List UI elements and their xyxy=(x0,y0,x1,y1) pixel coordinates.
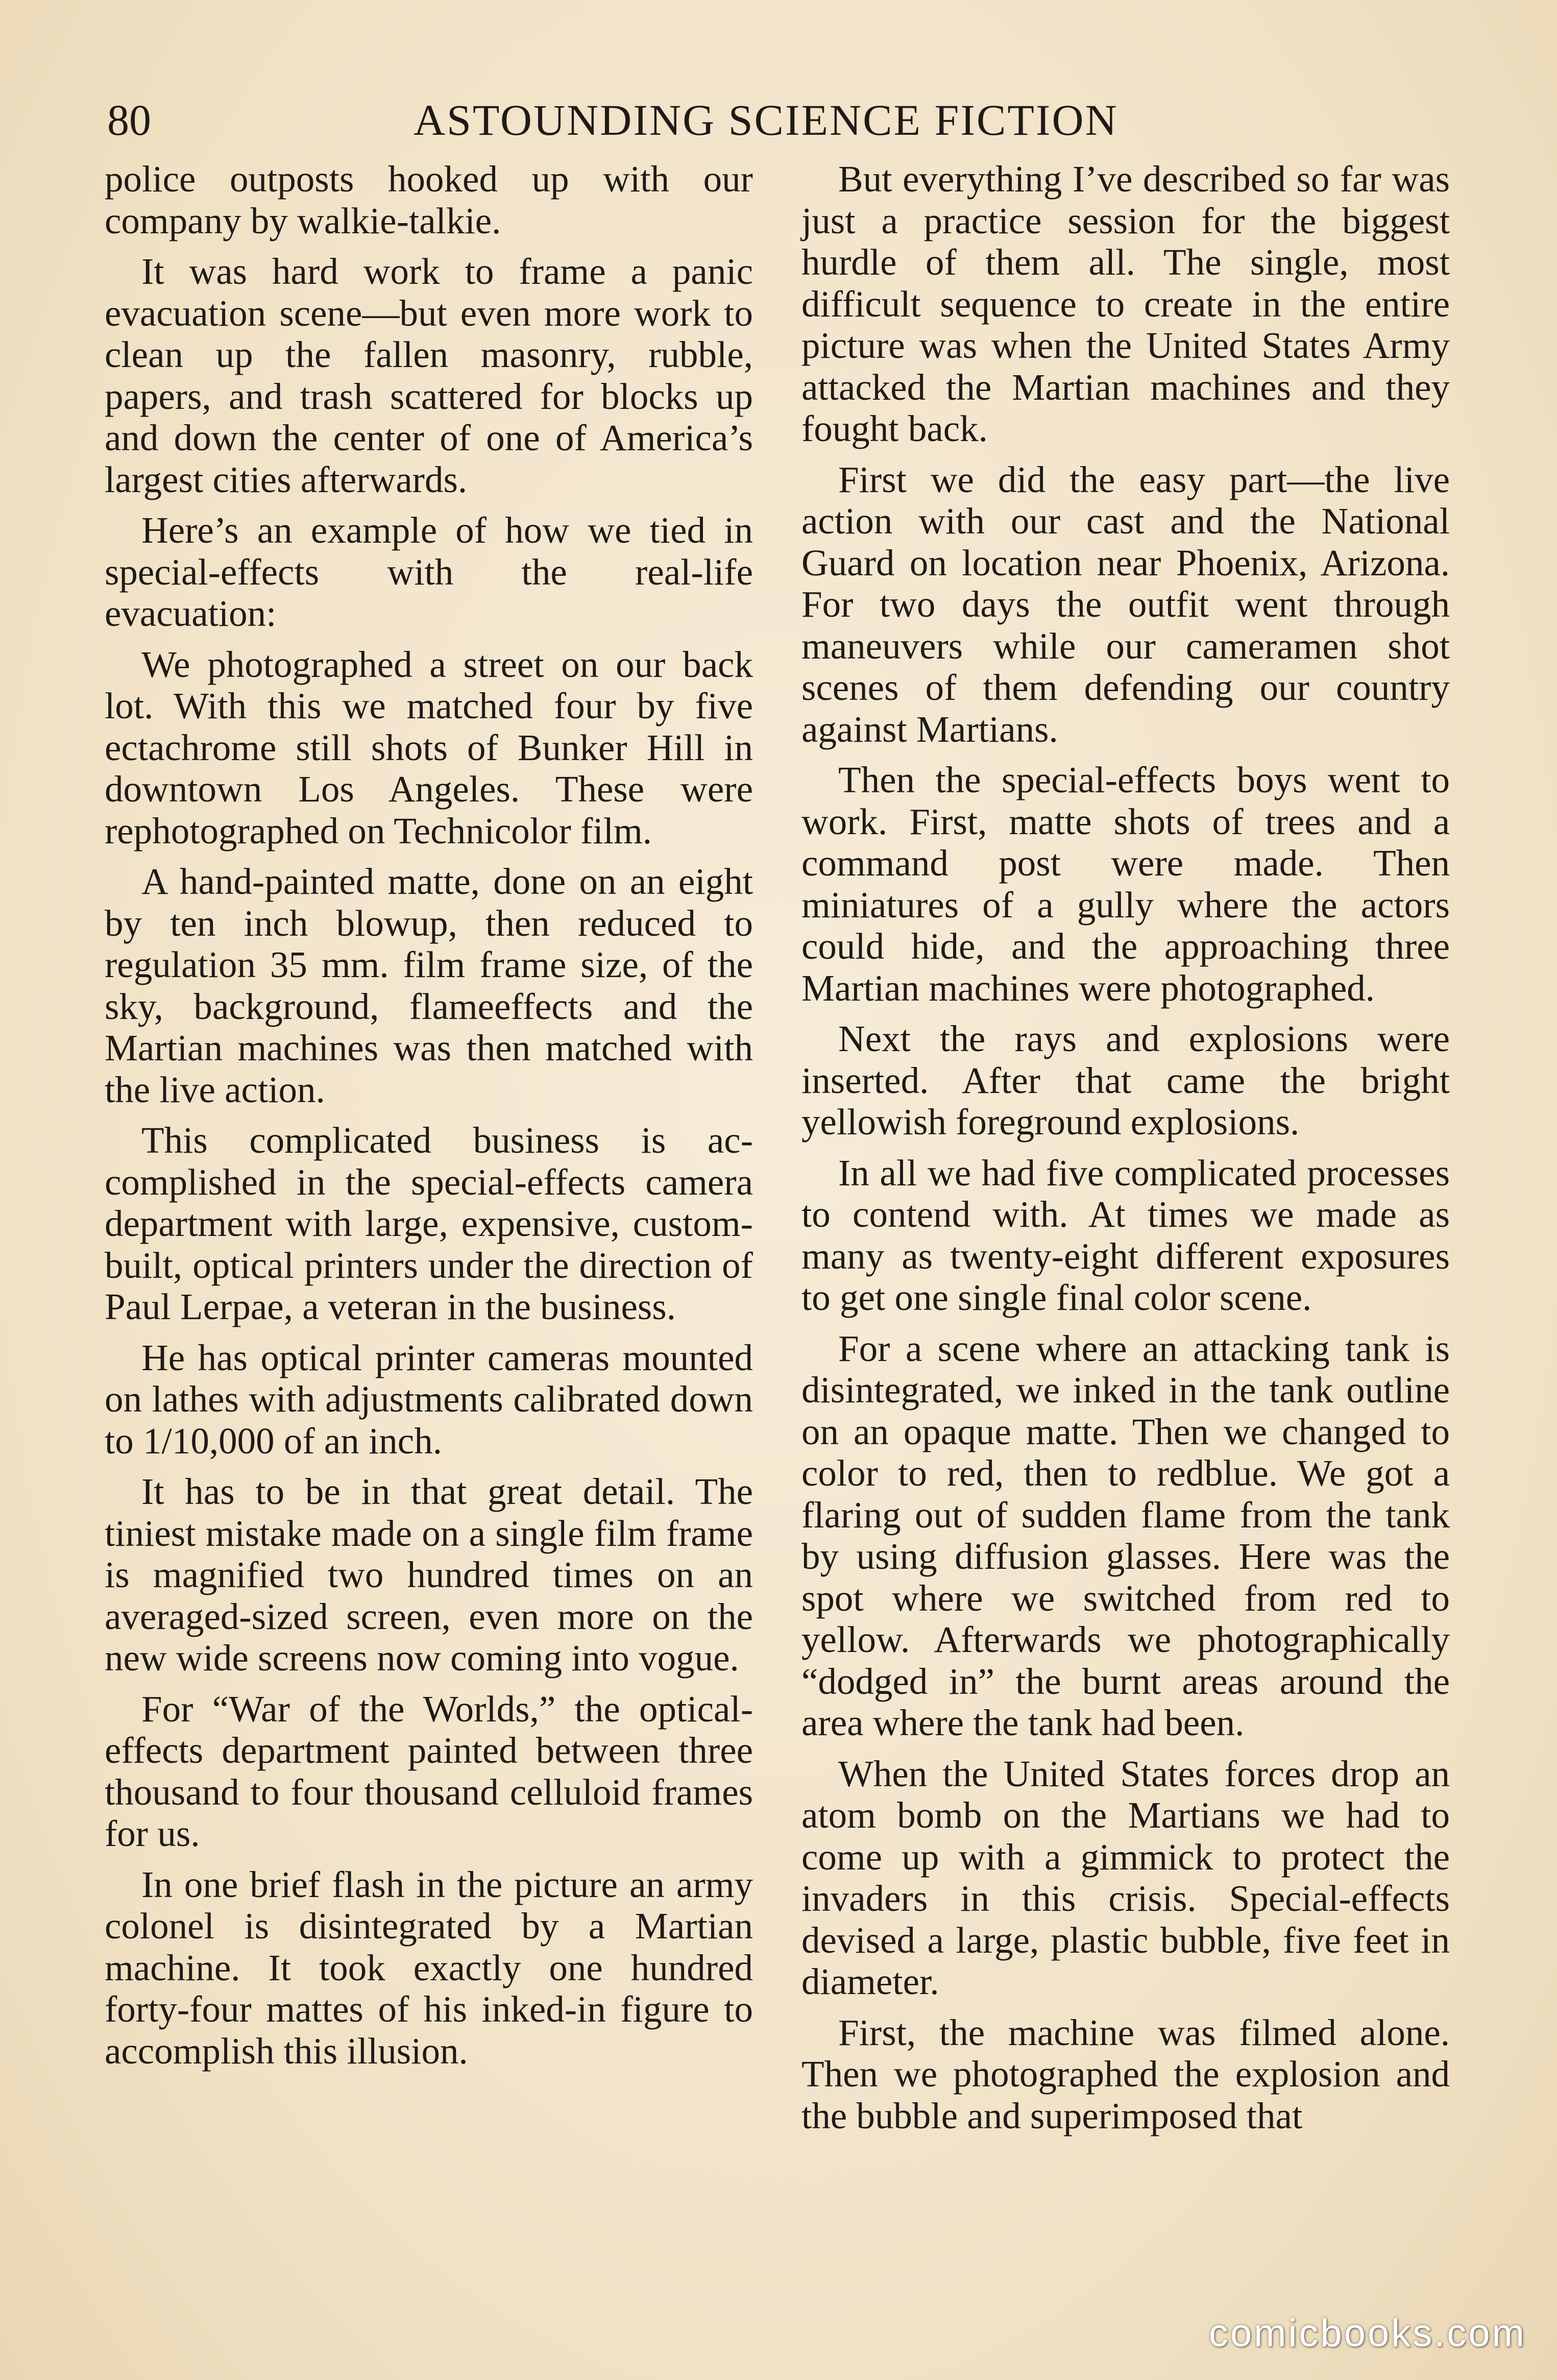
paragraph: For “War of the Worlds,” the optical-effects department painted between three thousand to four thousand celluloid frames for us. xyxy=(105,1688,753,1854)
paragraph: For a scene where an attacking tank is disintegrated, we inked in the tank outline on an opaque matte. Then we changed to color to red, then to redblue. We got a flaring out of sudden flame from the tank by using diffusion glasses. Here was the spot where we switched from red to yellow. Afterwards we photographically “dodged in” the burnt areas around the area where the tank had been. xyxy=(801,1327,1450,1743)
right-column xyxy=(801,158,1450,2146)
paragraph: This complicated business is accomplished in the special-effects camera department with large, expensive, custom-built, optical printers under the direction of Paul Lerpae, a veteran in the business. xyxy=(105,1120,753,1327)
watermark: comicbooks.com xyxy=(1209,2312,1526,2355)
paragraph: When the United States forces drop an atom bomb on the Martians we had to come up with a gimmick to protect the invaders in this crisis. Special-effects devised a large, plastic bubble, five feet in diameter. xyxy=(801,1753,1450,2002)
paragraph: First, the machine was filmed alone. Then we photographed the explosion and the bubble and superimposed that xyxy=(801,2011,1450,2136)
paragraph: Here’s an example of how we tied in special-effects with the real-life evacuation: xyxy=(105,509,753,634)
left-column xyxy=(105,158,753,2081)
paragraph: Next the rays and explosions were inserted. After that came the bright yellowish foreground explosions. xyxy=(801,1018,1450,1143)
paragraph: Then the special-effects boys went to work. First, matte shots of trees and a command post were made. Then miniatures of a gully where the actors could hide, and the approaching three Martian machines were photographed. xyxy=(801,759,1450,1009)
paragraph: It was hard work to frame a panic evacuation scene—but even more work to clean up the fallen masonry, rubble, papers, and trash scattered for blocks up and down the center of one of America’s largest cities afterwards. xyxy=(105,251,753,500)
paragraph: It has to be in that great detail. The tiniest mistake made on a single film frame is magnified two hundred times on an averaged-sized screen, even more on the new wide screens now coming into vogue. xyxy=(105,1471,753,1679)
paragraph: In all we had five complicated processes to contend with. At times we made as many as twenty-eight different exposures to get one single final color scene. xyxy=(801,1152,1450,1318)
page-header xyxy=(107,87,1455,153)
paragraph: police outposts hooked up with our company by walkie-talkie. xyxy=(105,158,753,241)
paragraph: But everything I’ve described so far was just a practice session for the biggest hurdle of them all. The single, most difficult sequence to create in the entire picture was when the United States Army attacked the Martian machines and they fought back. xyxy=(801,158,1450,449)
paragraph: He has optical printer cameras mounted on lathes with adjustments calibrated down to 1/10,000 of an inch. xyxy=(105,1337,753,1462)
paragraph: We photographed a street on our back lot. With this we matched four by five ectachrome still shots of Bunker Hill in downtown Los Angeles. These were rephotographed on Technicolor film. xyxy=(105,643,753,852)
paragraph: A hand-painted matte, done on an eight by ten inch blowup, then reduced to regulation 35 mm. film frame size, of the sky, background, flameeffects and the Martian machines was then matched with the live action. xyxy=(105,861,753,1110)
paragraph: In one brief flash in the picture an army colonel is disintegrated by a Martian machine. It took exactly one hundred forty-four mattes of his inked-in figure to accomplish this illusion. xyxy=(105,1863,753,2072)
page-number: 80 xyxy=(107,95,151,144)
running-head: ASTOUNDING SCIENCE FICTION xyxy=(413,95,1118,144)
paragraph: First we did the easy part—the live action with our cast and the National Guard on location near Phoenix, Arizona. For two days the outfit went through maneuvers while our cameramen shot scenes of them defending our country against Martians. xyxy=(801,458,1450,750)
